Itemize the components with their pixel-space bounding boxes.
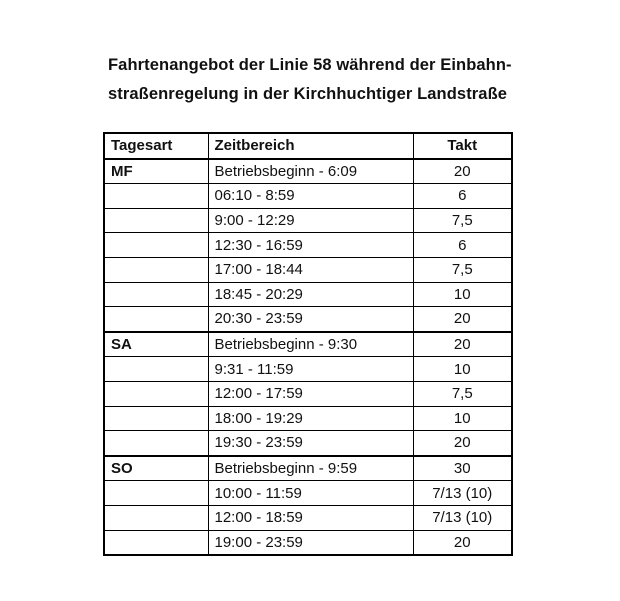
cell-takt: 30	[413, 456, 512, 481]
cell-takt: 7,5	[413, 257, 512, 282]
cell-zeitbereich: 18:00 - 19:29	[208, 406, 413, 431]
cell-zeitbereich: 12:00 - 18:59	[208, 505, 413, 530]
cell-takt: 10	[413, 357, 512, 382]
cell-takt: 20	[413, 530, 512, 555]
cell-takt: 10	[413, 406, 512, 431]
column-header-tagesart: Tagesart	[104, 133, 208, 159]
table-row	[104, 159, 512, 184]
cell-takt: 6	[413, 184, 512, 209]
table-row	[104, 431, 512, 456]
cell-zeitbereich: Betriebsbeginn - 6:09	[208, 159, 413, 184]
cell-zeitbereich: 18:45 - 20:29	[208, 282, 413, 307]
cell-zeitbereich: 9:00 - 12:29	[208, 208, 413, 233]
cell-tagesart	[104, 431, 208, 456]
cell-tagesart	[104, 257, 208, 282]
column-header-zeitbereich: Zeitbereich	[208, 133, 413, 159]
cell-takt: 20	[413, 307, 512, 332]
page-title	[108, 51, 512, 109]
cell-zeitbereich: 12:00 - 17:59	[208, 381, 413, 406]
cell-tagesart	[104, 406, 208, 431]
table-row	[104, 481, 512, 506]
table-row	[104, 233, 512, 258]
schedule-table	[103, 132, 513, 556]
cell-takt: 20	[413, 332, 512, 357]
cell-takt: 7,5	[413, 381, 512, 406]
table-row	[104, 505, 512, 530]
table-row	[104, 406, 512, 431]
page-title-line1: Fahrtenangebot der Linie 58 während der Einbahn-	[108, 56, 512, 74]
table-row	[104, 381, 512, 406]
cell-tagesart	[104, 208, 208, 233]
cell-tagesart	[104, 233, 208, 258]
cell-tagesart	[104, 184, 208, 209]
cell-tagesart: SA	[104, 332, 208, 357]
cell-zeitbereich: Betriebsbeginn - 9:30	[208, 332, 413, 357]
cell-zeitbereich: 9:31 - 11:59	[208, 357, 413, 382]
column-header-takt: Takt	[413, 133, 512, 159]
cell-zeitbereich: 10:00 - 11:59	[208, 481, 413, 506]
cell-takt: 20	[413, 159, 512, 184]
table-row	[104, 332, 512, 357]
cell-tagesart	[104, 307, 208, 332]
table-row	[104, 530, 512, 555]
table-row	[104, 456, 512, 481]
cell-tagesart	[104, 381, 208, 406]
page-title-line2: straßenregelung in der Kirchhuchtiger Landstraße	[108, 85, 508, 103]
cell-zeitbereich: 20:30 - 23:59	[208, 307, 413, 332]
cell-tagesart	[104, 282, 208, 307]
cell-tagesart	[104, 530, 208, 555]
cell-tagesart	[104, 481, 208, 506]
table-row	[104, 184, 512, 209]
table-row	[104, 357, 512, 382]
table-row	[104, 208, 512, 233]
cell-zeitbereich: 06:10 - 8:59	[208, 184, 413, 209]
cell-zeitbereich: 12:30 - 16:59	[208, 233, 413, 258]
cell-takt: 6	[413, 233, 512, 258]
cell-takt: 7,5	[413, 208, 512, 233]
cell-zeitbereich: 19:00 - 23:59	[208, 530, 413, 555]
cell-tagesart: MF	[104, 159, 208, 184]
table-header-row	[104, 133, 512, 159]
cell-takt: 10	[413, 282, 512, 307]
table-row	[104, 307, 512, 332]
cell-takt: 7/13 (10)	[413, 481, 512, 506]
cell-tagesart	[104, 357, 208, 382]
table-row	[104, 257, 512, 282]
cell-takt: 7/13 (10)	[413, 505, 512, 530]
cell-zeitbereich: Betriebsbeginn - 9:59	[208, 456, 413, 481]
table-row	[104, 282, 512, 307]
cell-tagesart	[104, 505, 208, 530]
cell-zeitbereich: 19:30 - 23:59	[208, 431, 413, 456]
cell-tagesart: SO	[104, 456, 208, 481]
cell-takt: 20	[413, 431, 512, 456]
cell-zeitbereich: 17:00 - 18:44	[208, 257, 413, 282]
